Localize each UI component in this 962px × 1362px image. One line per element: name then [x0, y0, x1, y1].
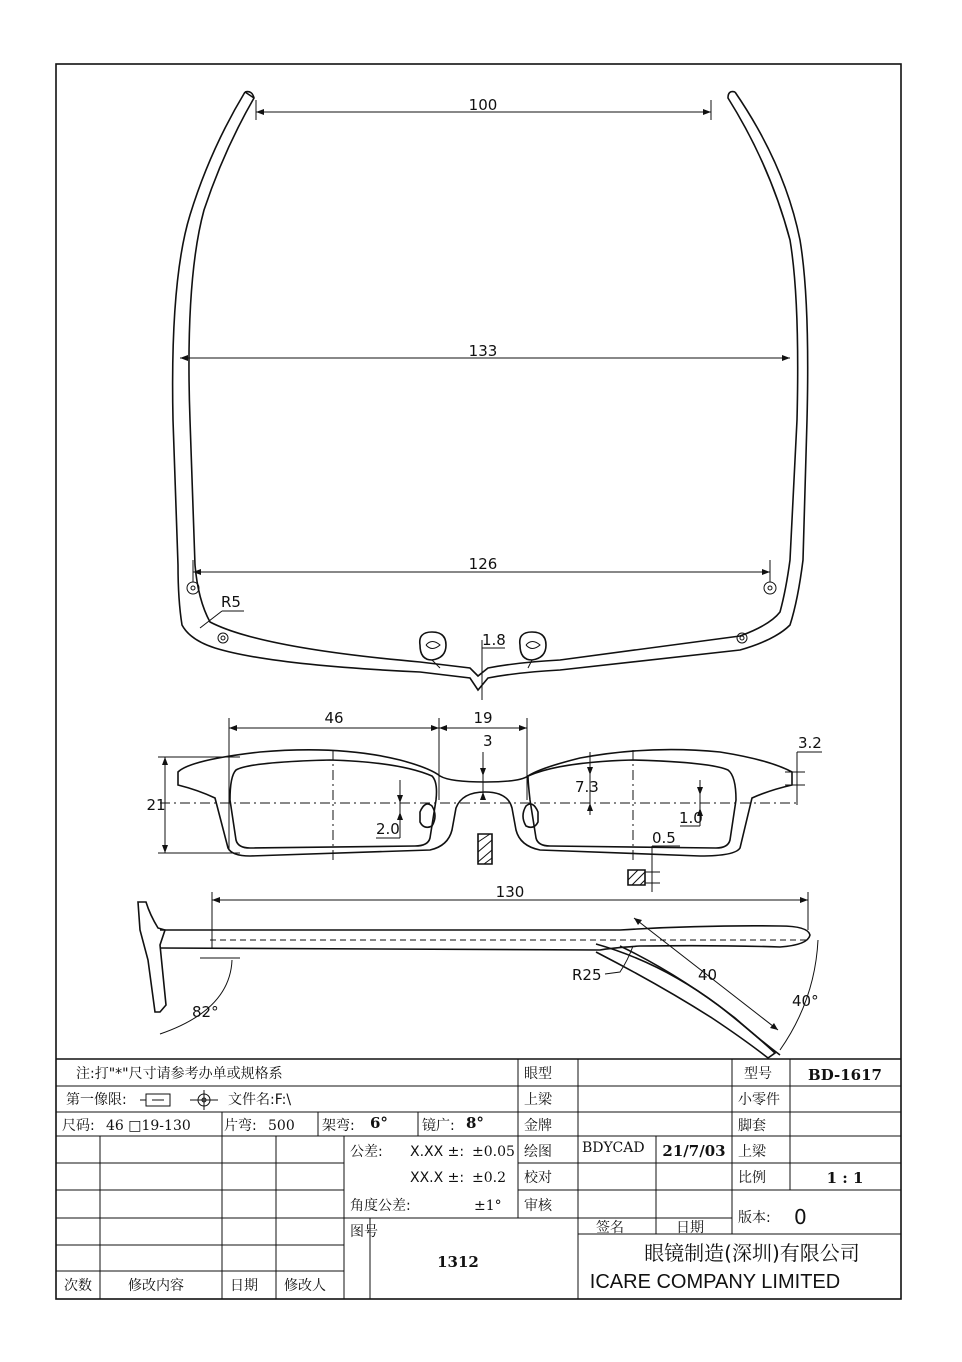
tol-xx-value: ±0.2 — [472, 1170, 506, 1186]
label-shangliang: 上梁 — [524, 1092, 552, 1108]
label-jiaotao: 脚套 — [738, 1118, 766, 1134]
dim-46: 46 — [324, 709, 344, 727]
drawn-date: 21/7/03 — [662, 1142, 726, 1160]
label-drawing-no: 图号 — [350, 1224, 378, 1240]
label-jinshu: 金牌 — [524, 1118, 552, 1134]
label-version: 版本: — [738, 1210, 771, 1226]
label-approved: 审核 — [524, 1198, 552, 1214]
scale-value: 1 : 1 — [826, 1169, 864, 1187]
label-rev-by: 修改人 — [284, 1278, 326, 1294]
label-frame-curve: 架弯: — [322, 1118, 355, 1134]
face-value: 8° — [466, 1114, 484, 1132]
dim-40-length: 40 — [698, 966, 718, 984]
label-model-no: 型号 — [744, 1066, 772, 1082]
front-view — [146, 709, 822, 892]
label-small-parts: 小零件 — [738, 1092, 780, 1108]
label-drawn: 绘图 — [524, 1144, 552, 1160]
dim-21: 21 — [146, 796, 166, 814]
tol-xx: XX.X ±: — [410, 1170, 465, 1186]
label-date: 日期 — [676, 1220, 704, 1236]
company-en: ICARE COMPANY LIMITED — [589, 1271, 841, 1293]
label-temple: 片弯: — [224, 1118, 257, 1134]
drawing-no: 1312 — [437, 1253, 479, 1271]
title-block — [56, 1059, 901, 1299]
label-angle-tol: 角度公差: — [350, 1198, 411, 1214]
label-shangliang2: 上梁 — [738, 1144, 766, 1160]
label-filename: 文件名:F:\ — [228, 1092, 292, 1108]
tol-xxx-value: ±0.05 — [472, 1144, 515, 1160]
dim-133: 133 — [468, 342, 498, 360]
label-checked: 校对 — [524, 1170, 552, 1186]
dim-1-8: 1.8 — [482, 631, 506, 649]
label-jingpian: 眼型 — [524, 1066, 552, 1082]
top-view — [173, 92, 808, 700]
version-value: 0 — [794, 1205, 807, 1229]
label-signature: 签名 — [596, 1220, 624, 1236]
temple-value: 500 — [268, 1118, 295, 1134]
dim-7-3: 7.3 — [575, 778, 599, 796]
dim-3-2: 3.2 — [798, 734, 822, 752]
dim-19: 19 — [473, 709, 493, 727]
label-size: 尺码: — [62, 1118, 95, 1134]
drawn-by: BDYCAD — [582, 1140, 645, 1156]
dim-r5: R5 — [221, 593, 241, 611]
dim-100: 100 — [468, 96, 498, 114]
dim-40-angle: 40° — [792, 992, 819, 1010]
dim-126: 126 — [468, 555, 498, 573]
model-no: BD-1617 — [808, 1066, 882, 1084]
dim-r25: R25 — [572, 966, 602, 984]
label-projection: 第一像限: — [66, 1092, 127, 1108]
tol-xxx: X.XX ±: — [410, 1144, 465, 1160]
label-rev-date: 日期 — [230, 1278, 258, 1294]
projection-icon — [140, 1090, 218, 1110]
company-cn: 眼镜制造(深圳)有限公司 — [644, 1241, 860, 1265]
frame-curve-value: 6° — [370, 1114, 388, 1132]
dim-2-0: 2.0 — [376, 820, 400, 838]
dim-82: 82° — [192, 1003, 219, 1021]
dim-3: 3 — [483, 732, 493, 750]
angle-tol-value: ±1° — [474, 1198, 502, 1214]
label-scale: 比例 — [738, 1170, 766, 1186]
dim-1-0: 1.0 — [679, 809, 703, 827]
size-value: 46 □19-130 — [106, 1118, 191, 1134]
note-text: 注:打"*"尺寸请参考办单或规格系 — [76, 1066, 283, 1082]
label-rev-content: 修改内容 — [128, 1278, 184, 1294]
label-tolerance: 公差: — [350, 1144, 383, 1160]
dim-0-5: 0.5 — [652, 829, 676, 847]
side-view — [138, 883, 819, 1058]
label-face: 镜广: — [422, 1118, 455, 1134]
label-rev-count: 次数 — [64, 1278, 92, 1294]
dim-130: 130 — [495, 883, 525, 901]
